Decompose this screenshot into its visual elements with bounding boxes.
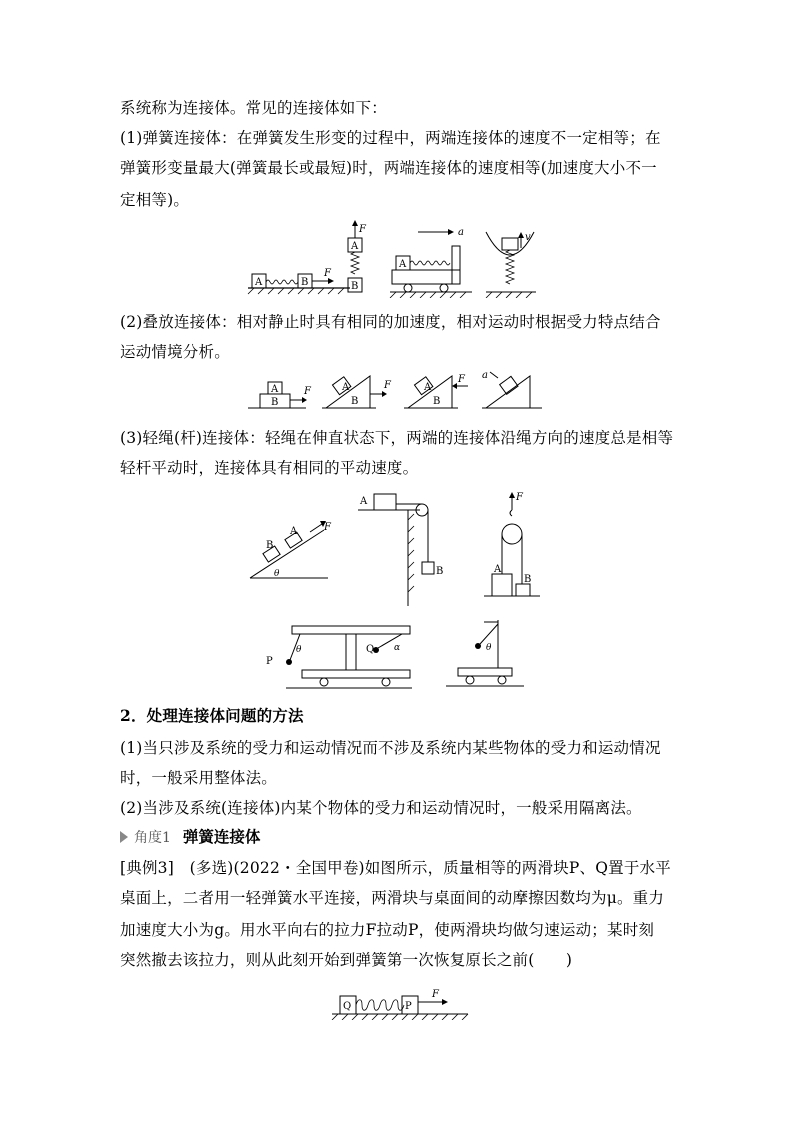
text-line: 弹簧形变量最大(弹簧最长或最短)时，两端连接体的速度相等(加速度大小不一 <box>120 159 657 177</box>
svg-text:F: F <box>304 386 311 397</box>
rope-fig-incline <box>250 521 332 579</box>
text-line: 时，一般采用整体法。 <box>120 769 278 787</box>
svg-text:B: B <box>351 281 359 292</box>
svg-text:B: B <box>524 574 532 585</box>
spring-figures <box>240 218 560 298</box>
rope-figures <box>244 490 544 608</box>
text-line: 突然撤去该拉力，则从此刻开始到弹簧第一次恢复原长之前( ) <box>120 951 573 969</box>
text-line: 桌面上，二者用一轻弹簧水平连接，两滑块与桌面间的动摩擦因数均为μ。重力 <box>120 889 665 907</box>
svg-text:B: B <box>351 396 359 407</box>
stacked-figures <box>244 370 544 416</box>
label-P: P <box>266 656 273 667</box>
svg-text:θ: θ <box>296 645 302 655</box>
svg-text:A: A <box>290 526 298 537</box>
text-line: 系统称为连接体。常见的连接体如下： <box>120 99 387 117</box>
triangle-icon <box>120 831 128 843</box>
svg-text:θ: θ <box>486 643 492 653</box>
spring-fig-4 <box>486 232 536 298</box>
svg-text:θ: θ <box>274 569 280 579</box>
section-heading: 2．处理连接体问题的方法 <box>120 706 304 725</box>
svg-text:F: F <box>384 380 391 391</box>
text-line: (2)当涉及系统(连接体)内某个物体的受力和运动情况时，一般采用隔离法。 <box>120 799 642 817</box>
label-v: v <box>525 232 531 243</box>
svg-text:A: A <box>424 382 432 393</box>
cart-figures <box>262 620 532 692</box>
svg-text:B: B <box>436 566 444 577</box>
svg-text:F: F <box>359 224 366 235</box>
text-line: [典例3] (多选)(2022・全国甲卷)如图所示，质量相等的两滑块P、Q置于水平 <box>120 859 671 877</box>
stacked-fig-2 <box>322 376 392 408</box>
svg-text:F: F <box>516 492 523 503</box>
text-line: 轻杆平动时，连接体具有相同的平动速度。 <box>120 459 419 477</box>
angle-title: 弹簧连接体 <box>182 827 261 846</box>
svg-text:B: B <box>266 540 274 551</box>
svg-text:A: A <box>351 241 359 252</box>
svg-text:F: F <box>458 374 465 385</box>
cart-fig-2 <box>446 620 524 686</box>
stacked-fig-4 <box>482 370 542 408</box>
svg-text:A: A <box>399 259 407 270</box>
spring-fig-1 <box>248 268 350 294</box>
cart-fig-1 <box>266 626 412 688</box>
text-line: (1)当只涉及系统的受力和运动情况而不涉及系统内某些物体的受力和运动情况 <box>120 739 661 757</box>
svg-text:A: A <box>360 496 368 507</box>
label-Q: Q <box>366 644 375 655</box>
svg-text:B: B <box>433 396 441 407</box>
svg-text:α: α <box>394 643 401 653</box>
rope-fig-pulley-table <box>358 494 443 606</box>
angle-number: 角度1 <box>134 830 171 846</box>
svg-text:A: A <box>342 382 350 393</box>
svg-text:F: F <box>324 522 331 533</box>
angle-heading <box>120 827 260 848</box>
svg-text:A: A <box>494 564 502 575</box>
text-line: 定相等)。 <box>120 191 190 209</box>
svg-text:a: a <box>482 370 488 381</box>
svg-text:Q: Q <box>343 1001 352 1012</box>
spring-fig-2 <box>348 220 367 292</box>
text-line: (2)叠放连接体：相对静止时具有相同的加速度，相对运动时根据受力特点结合 <box>120 313 661 331</box>
stacked-fig-3 <box>404 374 468 408</box>
svg-text:B: B <box>271 397 279 408</box>
svg-text:P: P <box>405 1001 412 1012</box>
svg-text:A: A <box>271 384 279 395</box>
rope-fig-hanging-pulley <box>484 492 540 596</box>
label-A: A <box>255 277 263 288</box>
label-F: F <box>324 268 331 279</box>
text-line: (3)轻绳(杆)连接体：轻绳在伸直状态下，两端的连接体沿绳方向的速度总是相等 <box>120 429 674 447</box>
qp-spring-figure <box>330 986 470 1020</box>
svg-text:F: F <box>432 989 439 1000</box>
label-a: a <box>458 227 464 238</box>
text-line: (1)弹簧连接体：在弹簧发生形变的过程中，两端连接体的速度不一定相等；在 <box>120 129 661 147</box>
spring-fig-3 <box>390 227 472 298</box>
text-line: 运动情境分析。 <box>120 343 230 361</box>
text-line: 加速度大小为g。用水平向右的拉力F拉动P，使两滑块均做匀速运动；某时刻 <box>120 921 655 939</box>
stacked-fig-1 <box>248 382 312 408</box>
label-B: B <box>301 277 309 288</box>
